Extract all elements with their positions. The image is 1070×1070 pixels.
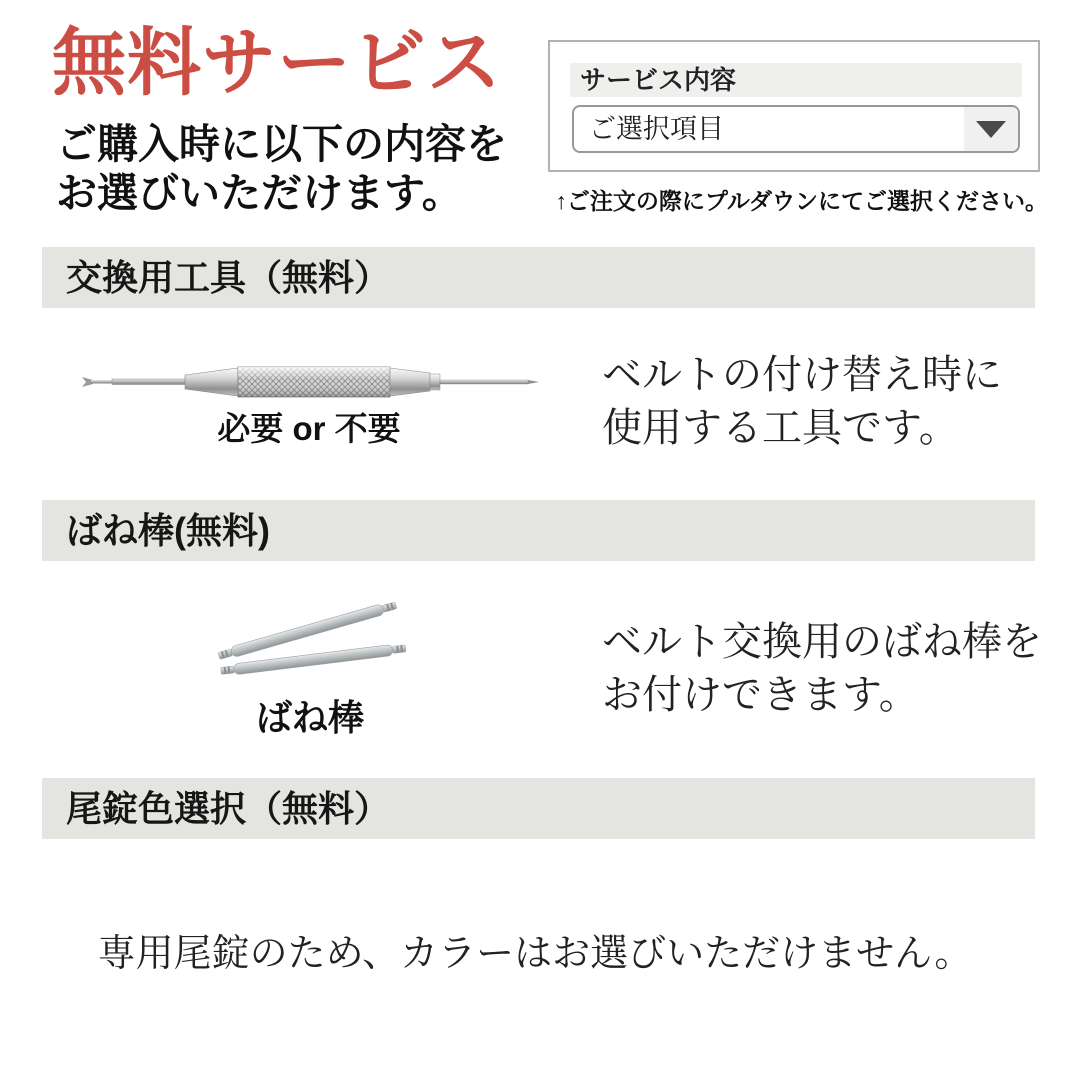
service-widget-note: ↑ご注文の際にプルダウンにてご選択ください。	[555, 188, 1048, 214]
chevron-down-icon	[976, 121, 1006, 138]
tool-description-line1: ベルトの付け替え時に	[602, 353, 1002, 397]
tool-description-line2: 使用する工具です。	[602, 406, 959, 450]
dropdown-arrow-button[interactable]	[964, 107, 1018, 151]
section-heading-tool-label: 交換用工具（無料）	[66, 257, 391, 298]
section-heading-buckle	[42, 778, 1035, 839]
section-heading-buckle-label: 尾錠色選択（無料）	[66, 788, 391, 829]
section-heading-springbar-label: ばね棒(無料)	[66, 510, 270, 551]
page-title: 無料サービス	[52, 21, 502, 104]
tool-figure-caption: 必要 or 不要	[217, 410, 401, 447]
springbars-description	[602, 616, 1042, 722]
spring-bar-tool-image	[78, 360, 540, 404]
section-heading-springbar	[42, 500, 1035, 561]
tool-description	[602, 349, 1002, 455]
buckle-color-note: 専用尾錠のため、カラーはお選びいただけません。	[97, 933, 973, 975]
service-dropdown[interactable]	[572, 105, 1020, 153]
section-heading-tool	[42, 247, 1035, 308]
springbars-description-line1: ベルト交換用のばね棒を	[602, 620, 1042, 664]
springbars-figure-caption: ばね棒	[255, 697, 364, 738]
service-dropdown-value: ご選択項目	[589, 114, 724, 144]
springbars-description-line2: お付けできます。	[602, 673, 919, 717]
page-subtitle-line2: お選びいただけます。	[56, 170, 463, 216]
page-subtitle	[56, 120, 507, 218]
spring-bars-image	[205, 598, 415, 684]
service-content-label: サービス内容	[570, 63, 1022, 97]
service-selection-box	[548, 40, 1040, 172]
page-subtitle-line1: ご購入時に以下の内容を	[56, 121, 507, 167]
